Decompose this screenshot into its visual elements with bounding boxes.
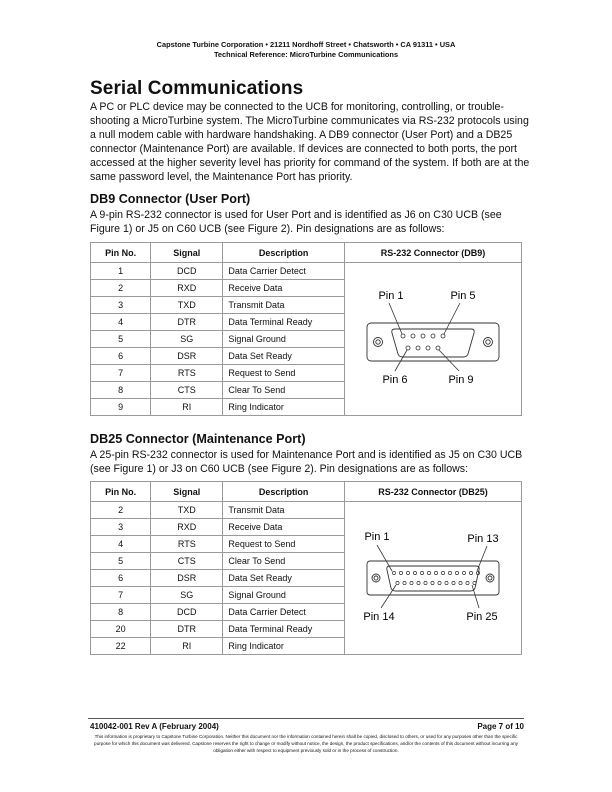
description: Data Set Ready (223, 348, 345, 365)
label-pin-14: Pin 14 (363, 610, 395, 623)
signal: CTS (151, 382, 223, 399)
signal: DSR (151, 570, 223, 587)
table-header-row (91, 482, 522, 502)
pin-number: 7 (91, 365, 151, 382)
pin-number: 4 (91, 314, 151, 331)
db25-description: A 25-pin RS-232 connector is used for Maintenance Port and is identified as J5 on C30 UCB (see Figure 1) or J3 on C60 UCB (see Figure 2). Pin designations are as follows: (90, 449, 523, 475)
intro-paragraph: A PC or PLC device may be connected to the UCB for monitoring, controlling, or trouble-shooting a MicroTurbine system. The MicroTurbine communicates via RS-232 protocols using a null modem cable with hardware handshaking. A DB9 connector (User Port) and a DB25 connector (Maintenance Port) are available. If devices are connected to both ports, the port accessed at the higher severity level has priority for command of the system. If both are at the same password level, the Maintenance Port has priority. (90, 101, 530, 183)
description: Signal Ground (223, 587, 345, 604)
pin-number: 20 (91, 621, 151, 638)
col-header-description: Description (223, 482, 345, 502)
description: Clear To Send (223, 553, 345, 570)
description: Data Terminal Ready (223, 621, 345, 638)
label-pin-5: Pin 5 (450, 289, 476, 302)
label-pin-6: Pin 6 (382, 373, 408, 386)
table-row (91, 502, 522, 519)
db25-heading: DB25 Connector (Maintenance Port) (90, 432, 306, 446)
description: Request to Send (223, 536, 345, 553)
signal: DSR (151, 348, 223, 365)
pin-number: 2 (91, 280, 151, 297)
description: Data Set Ready (223, 570, 345, 587)
signal: SG (151, 587, 223, 604)
db9-pin-table (90, 242, 522, 416)
pin-number: 1 (91, 263, 151, 280)
db9-connector-icon (345, 265, 521, 409)
signal: DTR (151, 314, 223, 331)
footer-page-number: Page 7 of 10 (477, 722, 524, 731)
col-header-description: Description (223, 243, 345, 263)
label-pin-9: Pin 9 (448, 373, 474, 386)
page-header (0, 40, 612, 60)
description: Ring Indicator (223, 399, 345, 416)
pin-number: 8 (91, 382, 151, 399)
col-header-signal: Signal (151, 243, 223, 263)
description: Data Terminal Ready (223, 314, 345, 331)
col-header-connector: RS-232 Connector (DB9) (345, 243, 522, 263)
pin-number: 3 (91, 297, 151, 314)
db9-heading: DB9 Connector (User Port) (90, 192, 251, 206)
pin-number: 4 (91, 536, 151, 553)
signal: DCD (151, 604, 223, 621)
pin-number: 22 (91, 638, 151, 655)
signal: DTR (151, 621, 223, 638)
signal: RXD (151, 519, 223, 536)
signal: RXD (151, 280, 223, 297)
signal: TXD (151, 502, 223, 519)
db25-connector-icon (345, 504, 521, 648)
pin-number: 6 (91, 570, 151, 587)
description: Data Carrier Detect (223, 604, 345, 621)
col-header-connector: RS-232 Connector (DB25) (345, 482, 522, 502)
pin-number: 6 (91, 348, 151, 365)
description: Transmit Data (223, 502, 345, 519)
db25-connector-diagram (345, 502, 522, 655)
db25-pin-table (90, 481, 522, 655)
footer-divider (88, 718, 524, 719)
table-header-row (91, 243, 522, 263)
pin-number: 3 (91, 519, 151, 536)
description: Ring Indicator (223, 638, 345, 655)
signal: TXD (151, 297, 223, 314)
header-company-line: Capstone Turbine Corporation • 21211 Nordhoff Street • Chatsworth • CA 91311 • USA (156, 40, 456, 49)
label-pin-25: Pin 25 (466, 610, 498, 623)
pin-number: 2 (91, 502, 151, 519)
table-row (91, 263, 522, 280)
col-header-signal: Signal (151, 482, 223, 502)
label-pin-1: Pin 1 (364, 530, 390, 543)
description: Data Carrier Detect (223, 263, 345, 280)
col-header-pin: Pin No. (91, 482, 151, 502)
description: Transmit Data (223, 297, 345, 314)
footer-legal-notice: This information is proprietary to Capstone Turbine Corporation. Neither this document nor the information contained herein shall be copied, disclosed to others, or used for any purposes other than the specific purpose for which this document was delivered. Capstone reserves the right to change or modify without notice, the design, the product specifications, and/or the contents of this document without incurring any obligation either with respect to equipment previously sold or in the process of construction. (94, 734, 518, 753)
pin-number: 9 (91, 399, 151, 416)
signal: RI (151, 638, 223, 655)
signal: CTS (151, 553, 223, 570)
header-doc-title: Technical Reference: MicroTurbine Communications (213, 50, 399, 59)
section-title: Serial Communications (90, 78, 304, 99)
pin-number: 7 (91, 587, 151, 604)
signal: SG (151, 331, 223, 348)
signal: RI (151, 399, 223, 416)
col-header-pin: Pin No. (91, 243, 151, 263)
footer-doc-id: 410042-001 Rev A (February 2004) (90, 722, 219, 731)
description: Signal Ground (223, 331, 345, 348)
signal: RTS (151, 365, 223, 382)
description: Receive Data (223, 519, 345, 536)
label-pin-13: Pin 13 (467, 532, 499, 545)
pin-number: 5 (91, 553, 151, 570)
label-pin-1: Pin 1 (378, 289, 404, 302)
description: Clear To Send (223, 382, 345, 399)
pin-number: 5 (91, 331, 151, 348)
description: Request to Send (223, 365, 345, 382)
description: Receive Data (223, 280, 345, 297)
signal: DCD (151, 263, 223, 280)
pin-number: 8 (91, 604, 151, 621)
db9-connector-diagram (345, 263, 522, 416)
db9-description: A 9-pin RS-232 connector is used for User Port and is identified as J6 on C30 UCB (see Figure 1) or J5 on C60 UCB (see Figure 2). Pin designations are as follows: (90, 209, 502, 235)
signal: RTS (151, 536, 223, 553)
